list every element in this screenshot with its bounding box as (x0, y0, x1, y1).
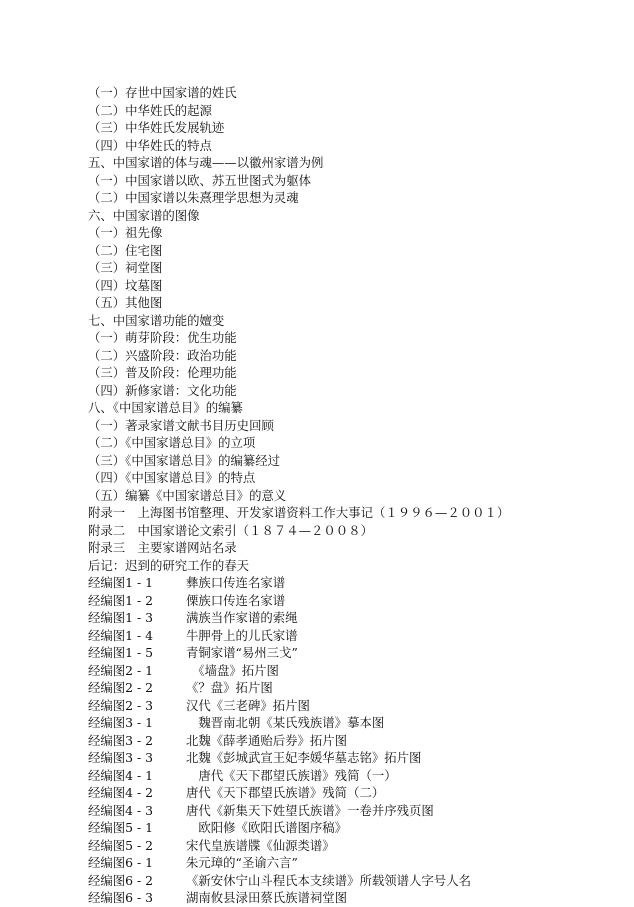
figure-entry (88, 802, 608, 820)
figure-number: 经编图2 - 3 (88, 697, 154, 713)
figure-title: 《？盘》拓片图 (186, 680, 273, 695)
figure-title: 湖南攸县渌田蔡氏族谱祠堂图 (186, 890, 348, 905)
figure-number: 经编图1 - 3 (88, 610, 154, 625)
figure-entry (88, 679, 608, 697)
toc-line: （五）其他图 (88, 295, 163, 310)
figure-number: 经编图6 - 1 (88, 855, 154, 870)
figure-number: 经编图4 - 1 (88, 767, 154, 783)
toc-line: 后记：迟到的研究工作的春天 (88, 557, 250, 573)
figure-number: 经编图5 - 2 (88, 837, 154, 853)
figure-title: 宋代皇族谱牒《仙源类谱》 (186, 837, 335, 853)
figure-title: 牛胛骨上的儿氏家谱 (186, 627, 298, 643)
toc-line: （四）坟墓图 (88, 277, 163, 293)
toc-line: （三）普及阶段：伦理功能 (88, 365, 237, 380)
figure-title: 青铜家谱“易州三戈” (186, 645, 298, 660)
toc-line: 附录一 上海图书馆整理、开发家谱资料工作大事记（１９９６—２００１） (88, 505, 510, 520)
figure-number: 经编图4 - 3 (88, 802, 154, 818)
toc-line: （二）中国家谱以朱熹理学思想为灵魂 (88, 190, 299, 205)
toc-line: 八、《中国家谱总目》的编纂 (88, 400, 243, 415)
figure-title: 《墙盘》拓片图 (186, 662, 279, 678)
figure-number: 经编图6 - 3 (88, 890, 154, 905)
toc-line: （二）中华姓氏的起源 (88, 102, 212, 118)
figure-entry (88, 609, 608, 627)
figure-entry (88, 662, 608, 680)
toc-line: （三）中华姓氏发展轨迹 (88, 120, 225, 135)
figure-number: 经编图3 - 3 (88, 750, 154, 765)
toc-line: （二）住宅图 (88, 242, 163, 258)
toc-line: 附录三 主要家谱网站名录 (88, 540, 237, 555)
figure-number: 经编图2 - 2 (88, 680, 154, 695)
figure-entry (88, 784, 608, 802)
figure-entry (88, 714, 608, 732)
toc-line: （一）中国家谱以欧、苏五世图式为躯体 (88, 172, 312, 188)
figure-entry (88, 837, 608, 855)
toc-line: （四）中华姓氏的特点 (88, 137, 212, 153)
toc-line: （五）编纂《中国家谱总目》的意义 (88, 487, 287, 503)
figure-number: 经编图6 - 2 (88, 872, 154, 888)
toc-line: （一）著录家谱文献书目历史回顾 (88, 417, 274, 433)
figure-entry (88, 749, 608, 767)
figure-entry (88, 644, 608, 662)
figure-title: 欧阳修《欧阳氏谱图序稿》 (186, 820, 348, 835)
figure-entry (88, 889, 608, 907)
figure-title: 《新安休宁山斗程氏本支续谱》所载领谱人字号人名 (186, 872, 471, 888)
figure-title: 汉代《三老碑》拓片图 (186, 697, 310, 713)
figure-title: 唐代《天下郡望氏族谱》残简（一） (186, 767, 397, 783)
toc-line: （四）新修家谱：文化功能 (88, 382, 237, 398)
figure-number: 经编图3 - 1 (88, 715, 154, 730)
toc-line: （一）祖先像 (88, 225, 163, 240)
toc-line: 六、中国家谱的图像 (88, 207, 200, 223)
figure-entry (88, 732, 608, 750)
figure-title: 彝族口传连名家谱 (186, 575, 286, 590)
figure-entry (88, 697, 608, 715)
figure-title: 魏晋南北朝《某氏残族谱》摹本图 (186, 715, 385, 730)
toc-line: 附录二 中国家谱论文索引（１８７４—２００８） (88, 522, 373, 538)
toc-line: （二）《中国家谱总目》的立项 (88, 435, 256, 450)
toc-line: 五、中国家谱的体与魂——以徽州家谱为例 (88, 155, 324, 170)
figure-number: 经编图5 - 1 (88, 820, 154, 835)
toc-line: （二）兴盛阶段：政治功能 (88, 347, 237, 363)
figure-title: 北魏《彭城武宣王妃李媛华墓志铭》拓片图 (186, 750, 422, 765)
toc-line: （三）祠堂图 (88, 260, 163, 275)
figure-list (88, 574, 608, 907)
figure-title: 朱元璋的“圣谕六言” (186, 855, 298, 870)
figure-entry (88, 627, 608, 645)
toc-line: （一）萌芽阶段：优生功能 (88, 330, 237, 345)
figure-entry (88, 574, 608, 592)
figure-number: 经编图1 - 4 (88, 627, 154, 643)
figure-entry (88, 592, 608, 610)
figure-entry (88, 854, 608, 872)
toc-line: （四）《中国家谱总目》的特点 (88, 470, 256, 485)
toc-line: （一）存世中国家谱的姓氏 (88, 85, 237, 100)
figure-number: 经编图1 - 5 (88, 645, 154, 660)
figure-number: 经编图1 - 2 (88, 592, 154, 608)
toc-line: （三）《中国家谱总目》的编纂经过 (88, 452, 281, 468)
figure-title: 北魏《薛孝通贻后券》拓片图 (186, 732, 348, 748)
toc-section (88, 84, 608, 574)
figure-number: 经编图3 - 2 (88, 732, 154, 748)
toc-page (88, 84, 608, 907)
figure-number: 经编图2 - 1 (88, 662, 154, 678)
figure-title: 傈族口传连名家谱 (186, 592, 286, 608)
figure-title: 唐代《新集天下姓望氏族谱》一卷并序残页图 (186, 802, 434, 818)
figure-title: 满族当作家谱的索绳 (186, 610, 298, 625)
toc-line: 七、中国家谱功能的嬗变 (88, 312, 225, 328)
figure-title: 唐代《天下郡望氏族谱》残简（二） (186, 785, 385, 800)
figure-entry (88, 819, 608, 837)
figure-number: 经编图4 - 2 (88, 785, 154, 800)
figure-entry (88, 767, 608, 785)
figure-entry (88, 872, 608, 890)
figure-number: 经编图1 - 1 (88, 575, 154, 590)
